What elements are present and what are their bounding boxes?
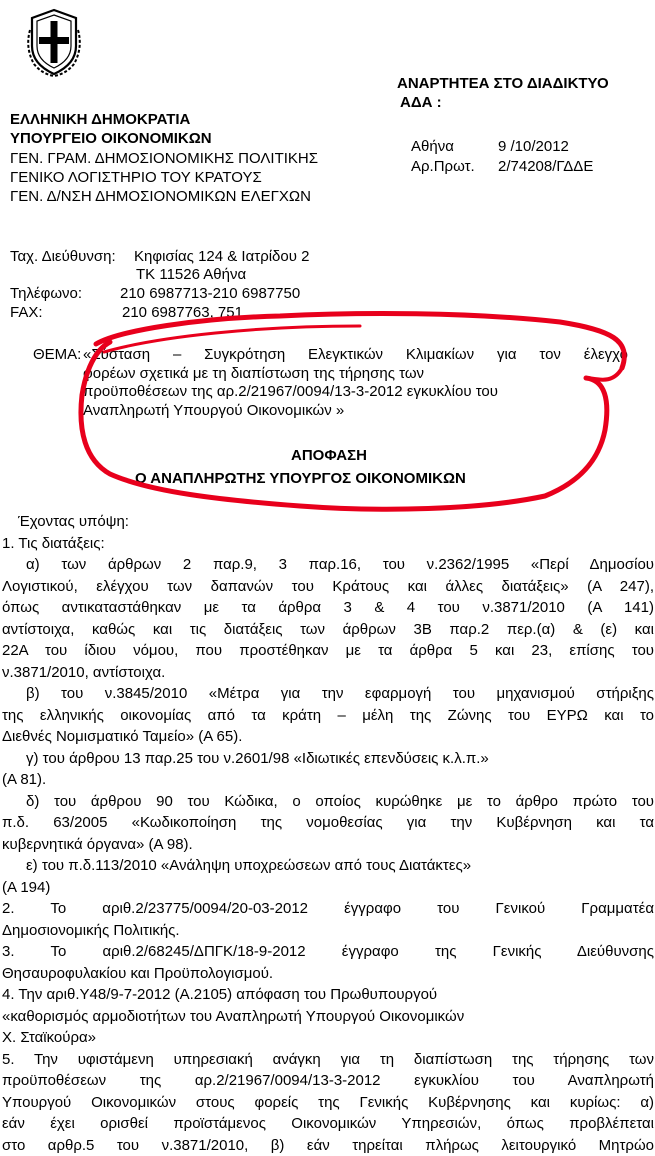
address-line2: ΤΚ 11526 Αθήνα bbox=[136, 266, 246, 284]
address-line1: Κηφισίας 124 & Ιατρίδου 2 bbox=[134, 248, 309, 266]
body-line: 3. Το αριθ.2/68245/ΔΠΓΚ/18-9-2012 έγγραφο της Γενικής Διεύθυνσης bbox=[2, 941, 654, 963]
greek-coat-of-arms-icon bbox=[24, 8, 84, 78]
subject-line: «Σύσταση – Συγκρότηση Ελεγκτικών Κλιμακίων για τον έλεγχο bbox=[83, 346, 628, 365]
body-line: ε) του π.δ.113/2010 «Ανάληψη υποχρεώσεων από τους Διατάκτες» bbox=[2, 855, 654, 877]
body-line: (Α 194) bbox=[2, 877, 654, 899]
fax-label: FAX: bbox=[10, 304, 43, 322]
body-line: Λογιστικού, ελέγχου των δαπανών του Κράτους και άλλες διατάξεις» (Α 247), bbox=[2, 576, 654, 598]
body-line: β) του ν.3845/2010 «Μέτρα για την εφαρμογή του μηχανισμού στήριξης bbox=[2, 683, 654, 705]
subject-label: ΘΕΜΑ: bbox=[33, 346, 81, 364]
body-line: Διεθνές Νομισματικό Ταμείο» (Α 65). bbox=[2, 726, 654, 748]
place-label: Αθήνα bbox=[411, 138, 454, 156]
subject-line: Αναπληρωτή Υπουργού Οικονομικών » bbox=[83, 402, 628, 421]
body-line: 22Α του ίδιου νόμου, που προστέθηκαν με τα άρθρα 5 και 23, επίσης του bbox=[2, 640, 654, 662]
decision-title: ΑΠΟΦΑΣΗ bbox=[291, 447, 367, 465]
ada-label: ΑΔΑ : bbox=[400, 94, 442, 112]
address-label: Ταχ. Διεύθυνση: bbox=[10, 248, 116, 266]
body-line: Θησαυροφυλακίου και Προϋπολογισμού. bbox=[2, 963, 654, 985]
body-line: όπως αντικαταστάθηκαν με τα άρθρα 3 & 4 του ν.3871/2010 (Α 141) bbox=[2, 597, 654, 619]
letterhead-state: ΕΛΛΗΝΙΚΗ ΔΗΜΟΚΡΑΤΙΑ bbox=[10, 111, 190, 129]
body-line: 5. Την υφιστάμενη υπηρεσιακή ανάγκη για τη διαπίστωση της τήρησης των bbox=[2, 1049, 654, 1071]
body-line: 2. Το αριθ.2/23775/0094/20-03-2012 έγγραφο του Γενικού Γραμματέα bbox=[2, 898, 654, 920]
fax-number: 210 6987763, 751 bbox=[122, 304, 243, 322]
letterhead-ministry: ΥΠΟΥΡΓΕΙΟ ΟΙΚΟΝΟΜΙΚΩΝ bbox=[10, 130, 212, 148]
document-date: 9 /10/2012 bbox=[498, 138, 569, 156]
body-line: α) των άρθρων 2 παρ.9, 3 παρ.16, του ν.2362/1995 «Περί Δημοσίου bbox=[2, 554, 654, 576]
body-line: κυβερνητικά όργανα» (Α 98). bbox=[2, 834, 654, 856]
body-line: αντίστοιχα, καθώς και τις διατάξεις των άρθρων 3Β παρ.2 περ.(α) & (ε) και bbox=[2, 619, 654, 641]
body-line: στο αρθρ.5 του ν.3871/2010, β) εάν τηρείται πλήρως λειτουργικό Μητρώο bbox=[2, 1135, 654, 1156]
body-line: (Α 81). bbox=[2, 769, 654, 791]
subject-text bbox=[83, 346, 628, 420]
letterhead-directorate: ΓΕΝ. Δ/ΝΣΗ ΔΗΜΟΣΙΟΝΟΜΙΚΩΝ ΕΛΕΓΧΩΝ bbox=[10, 188, 311, 206]
body-line: ν.3871/2010, αντίστοιχα. bbox=[2, 662, 654, 684]
body-line: δ) του άρθρου 90 του Κώδικα, ο οποίος κυρώθηκε με το άρθρο πρώτο του bbox=[2, 791, 654, 813]
letterhead-secretariat: ΓΕΝ. ΓΡΑΜ. ΔΗΜΟΣΙΟΝΟΜΙΚΗΣ ΠΟΛΙΤΙΚΗΣ bbox=[10, 150, 318, 168]
body-line: 1. Τις διατάξεις: bbox=[2, 533, 654, 555]
phone-label: Τηλέφωνο: bbox=[10, 285, 82, 303]
body-line: Έχοντας υπόψη: bbox=[2, 511, 654, 533]
phone-number: 210 6987713-210 6987750 bbox=[120, 285, 300, 303]
considerations-body bbox=[2, 511, 654, 1156]
body-line: προϋποθέσεων της αρ.2/21967/0094/13-3-2012 εγκυκλίου του Αναπληρωτή bbox=[2, 1070, 654, 1092]
publish-online-label: ΑΝΑΡΤΗΤΕΑ ΣΤΟ ΔΙΑΔΙΚΤΥΟ bbox=[397, 75, 609, 93]
body-line: γ) του άρθρου 13 παρ.25 του ν.2601/98 «Ιδιωτικές επενδύσεις κ.λ.π.» bbox=[2, 748, 654, 770]
decision-authority: Ο ΑΝΑΠΛΗΡΩΤΗΣ ΥΠΟΥΡΓΟΣ ΟΙΚΟΝΟΜΙΚΩΝ bbox=[135, 470, 466, 488]
body-line: Υπουργού Οικονομικών στους φορείς της Γενικής Κυβέρνησης και κυρίως: α) bbox=[2, 1092, 654, 1114]
body-line: π.δ. 63/2005 «Κωδικοποίηση της νομοθεσίας για την Κυβέρνηση και τα bbox=[2, 812, 654, 834]
subject-line: προϋποθέσεων της αρ.2/21967/0094/13-3-2012 εγκυκλίου του bbox=[83, 383, 628, 402]
body-line: εάν έχει ορισθεί προϊστάμενος Οικονομικών Υπηρεσιών, όπως προβλέπεται bbox=[2, 1113, 654, 1135]
body-line: Δημοσιονομικής Πολιτικής. bbox=[2, 920, 654, 942]
body-line: της ελληνικής οικονομίας από τα κράτη – μέλη της Ζώνης του ΕΥΡΩ και το bbox=[2, 705, 654, 727]
subject-line: φορέων σχετικά με τη διαπίστωση της τήρησης των bbox=[83, 365, 628, 384]
body-line: Χ. Σταϊκούρα» bbox=[2, 1027, 654, 1049]
letterhead-accounting-office: ΓΕΝΙΚΟ ΛΟΓΙΣΤΗΡΙΟ ΤΟΥ ΚΡΑΤΟΥΣ bbox=[10, 169, 262, 187]
protocol-number: 2/74208/ΓΔΔΕ bbox=[498, 158, 593, 176]
protocol-label: Αρ.Πρωτ. bbox=[411, 158, 475, 176]
body-line: «καθορισμός αρμοδιοτήτων του Αναπληρωτή Υπουργού Οικονομικών bbox=[2, 1006, 654, 1028]
body-line: 4. Την αριθ.Υ48/9-7-2012 (Α.2105) απόφαση του Πρωθυπουργού bbox=[2, 984, 654, 1006]
